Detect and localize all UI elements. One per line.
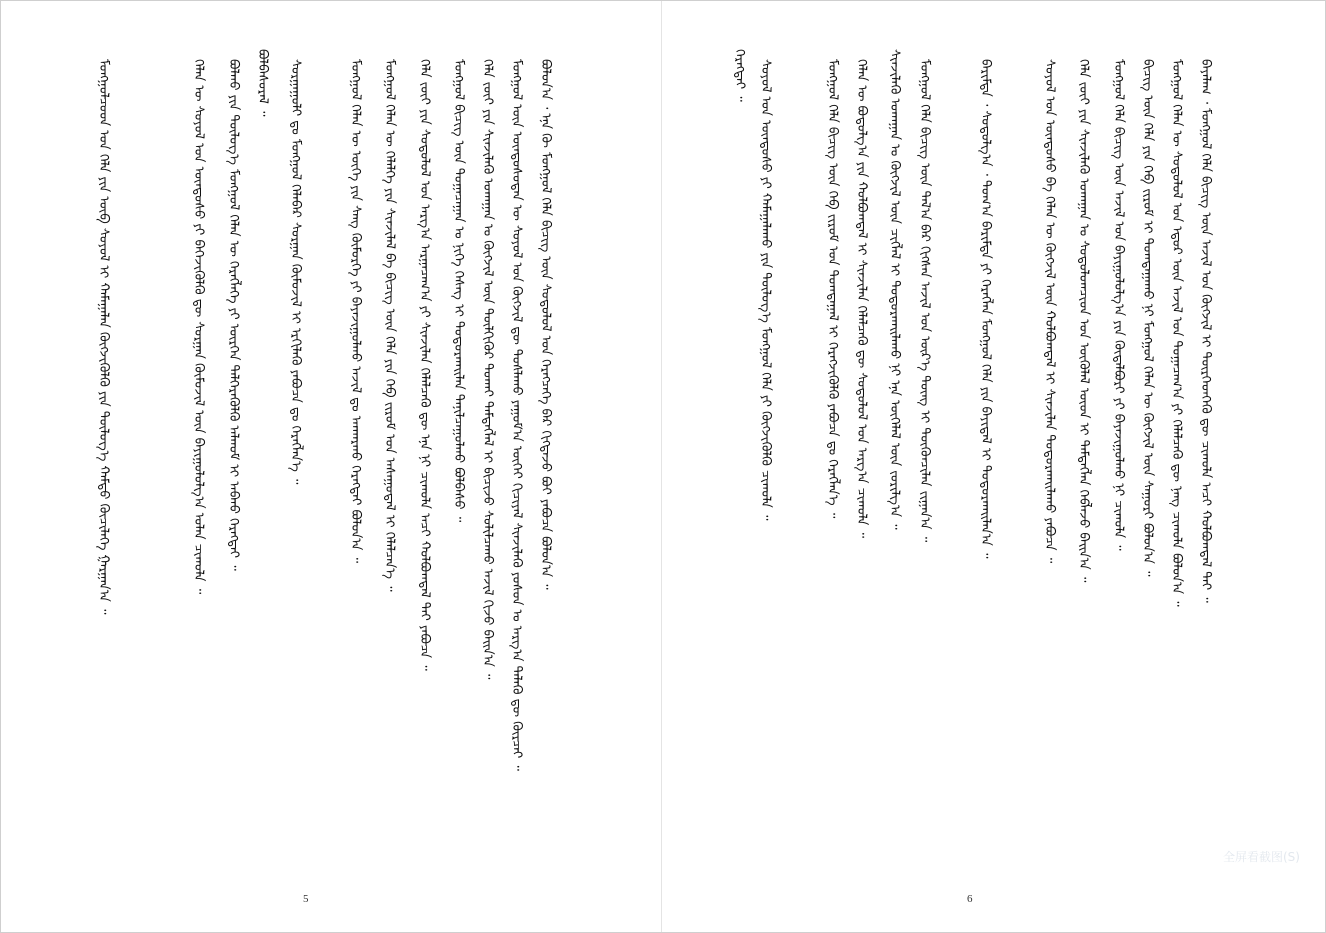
text-column: ᠪᠢᠴᠢᠭ ᠦᠨ ᠬᠡᠯᠡ ᠶᠢᠨ ᠬᠡᠪ ᠵᠢᠷᠤᠮ ᠢ ᠲᠣᠭᠲᠠᠭᠠᠬᠤ ᠨᠢ ᠮᠣᠩᠭᠣᠯ ᠬᠡᠯᠡᠨ ᠦ ᠬᠥᠭᠵᠢᠯ ᠦᠨ ᠰᠠᠭᠤᠷᠢ ᠪᠣᠯᠤᠨ᠎ᠠ ᠃ bbox=[1140, 59, 1155, 577]
text-column: ᠬᠡᠯᠡ ᠵᠦᠢ ᠶᠢᠨ ᠰᠢᠨᠵᠢᠯᠡᠬᠦ ᠤᠬᠠᠭᠠᠨ ᠤ ᠬᠥᠭᠵᠢᠯ ᠦᠨ ᠲᠦᠯᠬᠢᠭᠦᠷ ᠲᠤᠬᠠᠢ ᠲᠡᠮᠳᠡᠭᠯᠡᠯ ᠢ ᠪᠢᠴᠢᠵᠦ ᠰᠣᠯᠢᠯᠴᠠᠬᠤ ᠠᠵᠢᠯ ᠬᠢᠵᠦ ᠪᠠᠢᠨ᠎ᠠ ᠃ bbox=[480, 59, 495, 680]
text-column: ᠪᠠᠶᠠᠯᠠᠭ ᠂ ᠮᠣᠩᠭᠣᠯ ᠬᠡᠯᠡ ᠪᠢᠴᠢᠭ ᠦᠨ ᠠᠵᠢᠯ ᠤᠨ ᠬᠥᠭᠵᠢᠯ ᠢ ᠲᠦᠷᠭᠡᠳᠬᠡᠬᠦ ᠳᠦ ᠴᠢᠬᠤᠯᠠ ᠠᠴᠢ ᠬᠤᠯᠪᠣᠭᠳᠠᠯ ᠲᠠᠢ ᠃ bbox=[1198, 59, 1213, 603]
text-column: ᠰᠣᠶᠣᠯ ᠤᠨ ᠦᠨᠳᠦᠰᠦ ᠪᠠ ᠬᠡᠯᠡᠨ ᠦ ᠬᠥᠭᠵᠢᠯ ᠦᠨ ᠬᠣᠯᠪᠣᠭᠳᠠᠯ ᠢ ᠰᠢᠨᠵᠢᠯᠡᠨ ᠲᠣᠳᠣᠷᠬᠠᠢᠯᠠᠬᠤ ᠶᠠᠪᠤᠴᠠ ᠃ bbox=[1042, 59, 1057, 564]
text-column: ᠮᠣᠩᠭᠣᠯ ᠬᠡᠯᠡᠨ ᠦ ᠰᠤᠳᠤᠯᠤᠯ ᠤᠨ ᠡᠳᠦᠷ ᠦᠨ ᠠᠵᠢᠯ ᠤᠨ ᠲᠣᠭᠠᠴᠠᠭ᠎ᠠ ᠶᠢ ᠬᠡᠯᠡᠯᠴᠡᠬᠦ ᠳᠦ ᠨᠡᠩ ᠴᠢᠬᠤᠯᠠ ᠪᠣᠯᠤᠨ᠎ᠠ ᠃ bbox=[1169, 59, 1184, 607]
text-column: ᠮᠣᠩᠭᠣᠯ ᠬᠡᠯᠡ ᠪᠢᠴᠢᠭ ᠦᠨ ᠬᠡᠪ ᠵᠢᠷᠤᠮ ᠤᠨ ᠲᠣᠭᠲᠠᠭᠠᠯ ᠢ ᠬᠡᠷᠡᠭᠵᠢᠭᠦᠯᠬᠦ ᠶᠠᠪᠤᠴᠠ ᠳᠤ ᠬᠡᠷᠡᠭᠯᠡᠨ᠎ᠡ ᠃ bbox=[825, 59, 840, 519]
text-column: ᠮᠣᠩᠭᠣᠯᠴᠤᠳ ᠤᠨ ᠬᠡᠯᠡ ᠶᠢᠨ ᠥᠪ ᠰᠣᠶᠣᠯ ᠢ ᠬᠠᠮᠠᠭᠠᠯᠠᠨ ᠬᠥᠭᠵᠢᠭᠦᠯᠬᠦ ᠶᠢᠨ ᠲᠥᠯᠥᠭ᠎ᠡ ᠬᠠᠮᠲᠤ ᠬᠦᠴᠢᠯᠡᠭᠡ ᠭᠠᠷᠭᠠᠨ᠎ᠠ ᠃ bbox=[96, 59, 111, 615]
text-column: ᠬᠡᠯᠡ ᠵᠦᠢ ᠶᠢᠨ ᠰᠤᠳᠤᠯᠤᠯ ᠤᠨ ᠠᠷᠭ᠎ᠠ ᠠᠷᠭᠠᠴᠠᠭ᠎ᠠ ᠶᠢ ᠰᠢᠨᠵᠢᠯᠡᠨ ᠬᠡᠯᠡᠯᠴᠡᠬᠦ ᠳᠦ ᠡᠨᠡ ᠨᠢ ᠴᠢᠬᠤᠯᠠ ᠠᠴᠢ ᠬᠣᠯᠪᠣᠭᠳᠠᠯ ᠲᠠᠢ ᠶᠠᠪᠤᠴᠠ ᠃ bbox=[417, 59, 432, 671]
text-column: ᠪᠠᠷᠢᠮᠲᠠ ᠂ ᠰᠤᠳᠤᠯᠭ᠎ᠠ ᠂ ᠲᠣᠭ᠎ᠠ ᠪᠠᠷᠢᠮᠲᠠ ᠶᠢ ᠬᠡᠷᠡᠭᠯᠡᠨ ᠮᠣᠩᠭᠣᠯ ᠬᠡᠯᠡ ᠶᠢᠨ ᠪᠠᠶᠢᠳᠠᠯ ᠢ ᠲᠣᠳᠣᠷᠬᠠᠢᠯᠠᠨ᠎ᠠ ᠃ bbox=[978, 59, 993, 559]
text-column: ᠬᠡᠯᠡ ᠵᠦᠢ ᠶᠢᠨ ᠰᠢᠨᠵᠢᠯᠡᠬᠦ ᠤᠬᠠᠭᠠᠨ ᠤ ᠰᠤᠳᠤᠯᠤᠭᠴᠢᠳ ᠤᠨ ᠥᠭᠦᠯᠡᠯ ᠦᠳ ᠢ ᠲᠡᠮᠳᠡᠭᠯᠡᠨ ᠬᠡᠪᠯᠡᠵᠦ ᠪᠠᠢᠨ᠎ᠠ ᠃ bbox=[1076, 59, 1091, 583]
text-column: ᠪᠣᠯᠣᠨ᠎ᠠ ᠂ ᠡᠨᠡ ᠬᠦ ᠮᠣᠩᠭᠣᠯ ᠬᠡᠯᠡ ᠪᠢᠴᠢᠭ ᠦᠨ ᠰᠤᠳᠤᠯᠤᠯ ᠤᠨ ᠬᠡᠷᠡᠭᠴᠡᠭᠡ ᠪᠠᠷ ᠬᠢᠭᠳᠡᠵᠦ ᠪᠣᠢ ᠶᠠᠪᠤᠴᠠ ᠪᠣᠯᠤᠨ᠎ᠠ ᠃ bbox=[538, 59, 553, 590]
text-column: ᠬᠡᠷᠡᠭᠲᠡᠢ ᠃ bbox=[732, 49, 747, 102]
text-column: ᠮᠣᠩᠭᠣᠯ ᠦᠨ ᠦᠨᠳᠦᠰᠦᠲᠡᠨ ᠦ ᠰᠣᠶᠣᠯ ᠤᠨ ᠬᠥᠭᠵᠢᠯ ᠳᠦ ᠲᠤᠰᠯᠠᠬᠤ ᠶᠠᠭᠤᠮ᠎ᠠ ᠦᠭᠡᠢ ᠬᠢᠴᠢᠶᠡᠯ ᠰᠢᠨᠵᠢᠯᠡᠬᠦ ᠶᠣᠰᠣᠨ ᠤ ᠠᠷᠭ᠎ᠠ ᠲᠡᠯᠡᠬᠦ ᠳᠦ ᠬᠦᠷᠴᠡᠢ ᠃ bbox=[509, 59, 524, 771]
text-column: ᠮᠣᠩᠭᠣᠯ ᠬᠡᠯᠡ ᠪᠢᠴᠢᠭ ᠦᠨ ᠲᠠᠯ᠎ᠠ ᠪᠠᠷ ᠬᠢᠭᠰᠡᠨ ᠠᠵᠢᠯ ᠤᠨ ᠦᠷ᠎ᠡ ᠳᠦᠩ ᠢ ᠳᠦᠭᠦᠨᠴᠢᠯᠡᠨ ᠵᠢᠭᠠᠨ᠎ᠠ ᠃ bbox=[917, 59, 932, 543]
text-column: ᠰᠢᠨᠵᠢᠯᠡᠬᠦ ᠤᠬᠠᠭᠠᠨ ᠤ ᠬᠥᠭᠵᠢᠯ ᠦᠨ ᠴᠢᠭᠯᠡᠯ ᠢ ᠲᠣᠳᠣᠷᠬᠠᠢᠯᠠᠬᠤ ᠨᠢ ᠡᠨᠡ ᠦᠭᠡᠯᠡᠯ ᠦᠨ ᠵᠣᠷᠢᠯᠭ᠎ᠠ ᠃ bbox=[887, 49, 902, 530]
fullscreen-screenshot-button[interactable]: 全屏看截图(S) bbox=[1223, 850, 1300, 864]
text-column: ᠪᠣᠯᠪᠠᠰᠤᠷᠠᠯ ᠃ bbox=[255, 49, 270, 117]
text-column: ᠮᠣᠩᠭᠣᠯ ᠬᠡᠯᠡᠨ ᠦ ᠦᠭᠡ ᠶᠢᠨ ᠰᠠᠩ ᠬᠥᠮᠥᠷᠭᠡ ᠶᠢ ᠪᠠᠶᠠᠵᠢᠭᠤᠯᠬᠤ ᠠᠵᠢᠯ ᠳᠤ ᠠᠨᠬᠠᠷᠬᠤ ᠬᠡᠷᠡᠭᠲᠡᠢ ᠪᠣᠯᠤᠨ᠎ᠠ ᠃ bbox=[348, 59, 363, 564]
text-column: ᠮᠣᠩᠭᠣᠯ ᠪᠢᠴᠢᠭ ᠦᠨ ᠲᠣᠭᠠᠴᠠᠭᠠᠨ ᠤ ᠨᠢᠭᠡ ᠬᠡᠰᠡᠭ ᠢ ᠲᠣᠳᠣᠷᠬᠠᠢᠯᠠᠨ ᠲᠠᠨᠢᠯᠴᠠᠭᠤᠯᠬᠤ ᠪᠣᠯᠪᠠᠰᠤ ᠃ bbox=[451, 59, 466, 523]
text-column: ᠬᠡᠯᠡᠨ ᠦ ᠪᠣᠳᠤᠯᠭ᠎ᠠ ᠶᠢᠨ ᠬᠣᠯᠪᠣᠭᠳᠠᠯ ᠢ ᠰᠢᠨᠵᠢᠯᠡᠨ ᠬᠡᠯᠡᠯᠴᠡᠬᠦ ᠳᠦ ᠰᠤᠳᠤᠯᠤᠯ ᠤᠨ ᠠᠷᠭ᠎ᠠ ᠴᠢᠬᠤᠯᠠ ᠃ bbox=[854, 59, 869, 539]
page-number: 6 bbox=[967, 893, 973, 905]
text-column: ᠮᠣᠩᠭᠣᠯ ᠬᠡᠯᠡ ᠪᠢᠴᠢᠭ ᠦᠨ ᠠᠵᠢᠯ ᠤᠨ ᠪᠠᠶᠢᠭᠤᠯᠤᠯᠭ᠎ᠠ ᠶᠢᠨ ᠬᠥᠲᠡᠯᠪᠦᠷᠢ ᠶᠢ ᠪᠠᠶᠠᠵᠢᠭᠤᠯᠬᠤ ᠨᠢ ᠴᠢᠬᠤᠯᠠ ᠃ bbox=[1111, 59, 1126, 551]
text-column: ᠰᠤᠷᠭᠠᠭᠤᠯᠢ ᠳᠤ ᠮᠣᠩᠭᠣᠯ ᠬᠡᠯᠡᠪᠡᠷ ᠰᠤᠷᠭᠠᠨ ᠬᠦᠮᠦᠵᠢᠯ ᠢ ᠡᠷᠬᠢᠯᠡᠬᠦ ᠶᠠᠪᠤᠴᠠ ᠳᠤ ᠬᠡᠷᠡᠭᠯᠡᠨ᠎ᠡ ᠃ bbox=[288, 59, 303, 485]
text-column: ᠰᠣᠶᠣᠯ ᠤᠨ ᠦᠨᠳᠦᠰᠦ ᠶᠢ ᠬᠠᠮᠠᠭᠠᠯᠠᠬᠤ ᠶᠢᠨ ᠲᠥᠯᠥᠭ᠎ᠡ ᠮᠣᠩᠭᠣᠯ ᠬᠡᠯᠡ ᠶᠢ ᠬᠥᠭᠵᠢᠭᠦᠯᠬᠦ ᠴᠢᠬᠤᠯᠠ ᠃ bbox=[758, 59, 773, 521]
page-left bbox=[1, 1, 661, 932]
page-right bbox=[663, 1, 1325, 932]
page-divider bbox=[661, 1, 662, 932]
text-column: ᠬᠡᠯᠡᠨ ᠦ ᠰᠣᠶᠣᠯ ᠤᠨ ᠦᠨᠳᠦᠰᠦ ᠶᠢ ᠪᠡᠬᠡᠵᠢᠭᠦᠯᠬᠦ ᠳᠦ ᠰᠤᠷᠭᠠᠨ ᠬᠦᠮᠦᠵᠢᠯ ᠦᠨ ᠪᠠᠶᠢᠭᠤᠯᠤᠯᠭ᠎ᠠ ᠣᠯᠠᠨ ᠴᠢᠬᠤᠯᠠ ᠃ bbox=[191, 59, 206, 595]
text-column: ᠮᠣᠩᠭᠣᠯ ᠬᠡᠯᠡᠨ ᠦ ᠬᠡᠯᠡᠯᠭᠡ ᠶᠢᠨ ᠰᠢᠨᠵᠢᠯᠡᠯ ᠪᠠ ᠪᠢᠴᠢᠭ ᠦᠨ ᠬᠡᠯᠡ ᠶᠢᠨ ᠬᠡᠪ ᠵᠢᠷᠤᠮ ᠤᠨ ᠠᠰᠠᠭᠤᠳᠠᠯ ᠢ ᠬᠡᠯᠡᠯᠴᠡᠨ᠎ᠡ ᠃ bbox=[382, 59, 397, 592]
page-number: 5 bbox=[303, 893, 309, 905]
text-column: ᠪᠣᠯᠬᠤ ᠶᠢᠨ ᠲᠥᠯᠥᠭ᠎ᠡ ᠮᠣᠩᠭᠣᠯ ᠬᠡᠯᠡᠨ ᠦ ᠬᠡᠷᠡᠭᠯᠡᠭᠡ ᠶᠢ ᠥᠷᠭᠡᠨ ᠳᠡᠯᠭᠡᠷᠡᠭᠦᠯᠬᠦ ᠠᠯᠬᠤᠮ ᠢ ᠠᠪᠬᠤ ᠬᠡᠷᠡᠭᠲᠡᠢ ᠃ bbox=[226, 59, 241, 571]
